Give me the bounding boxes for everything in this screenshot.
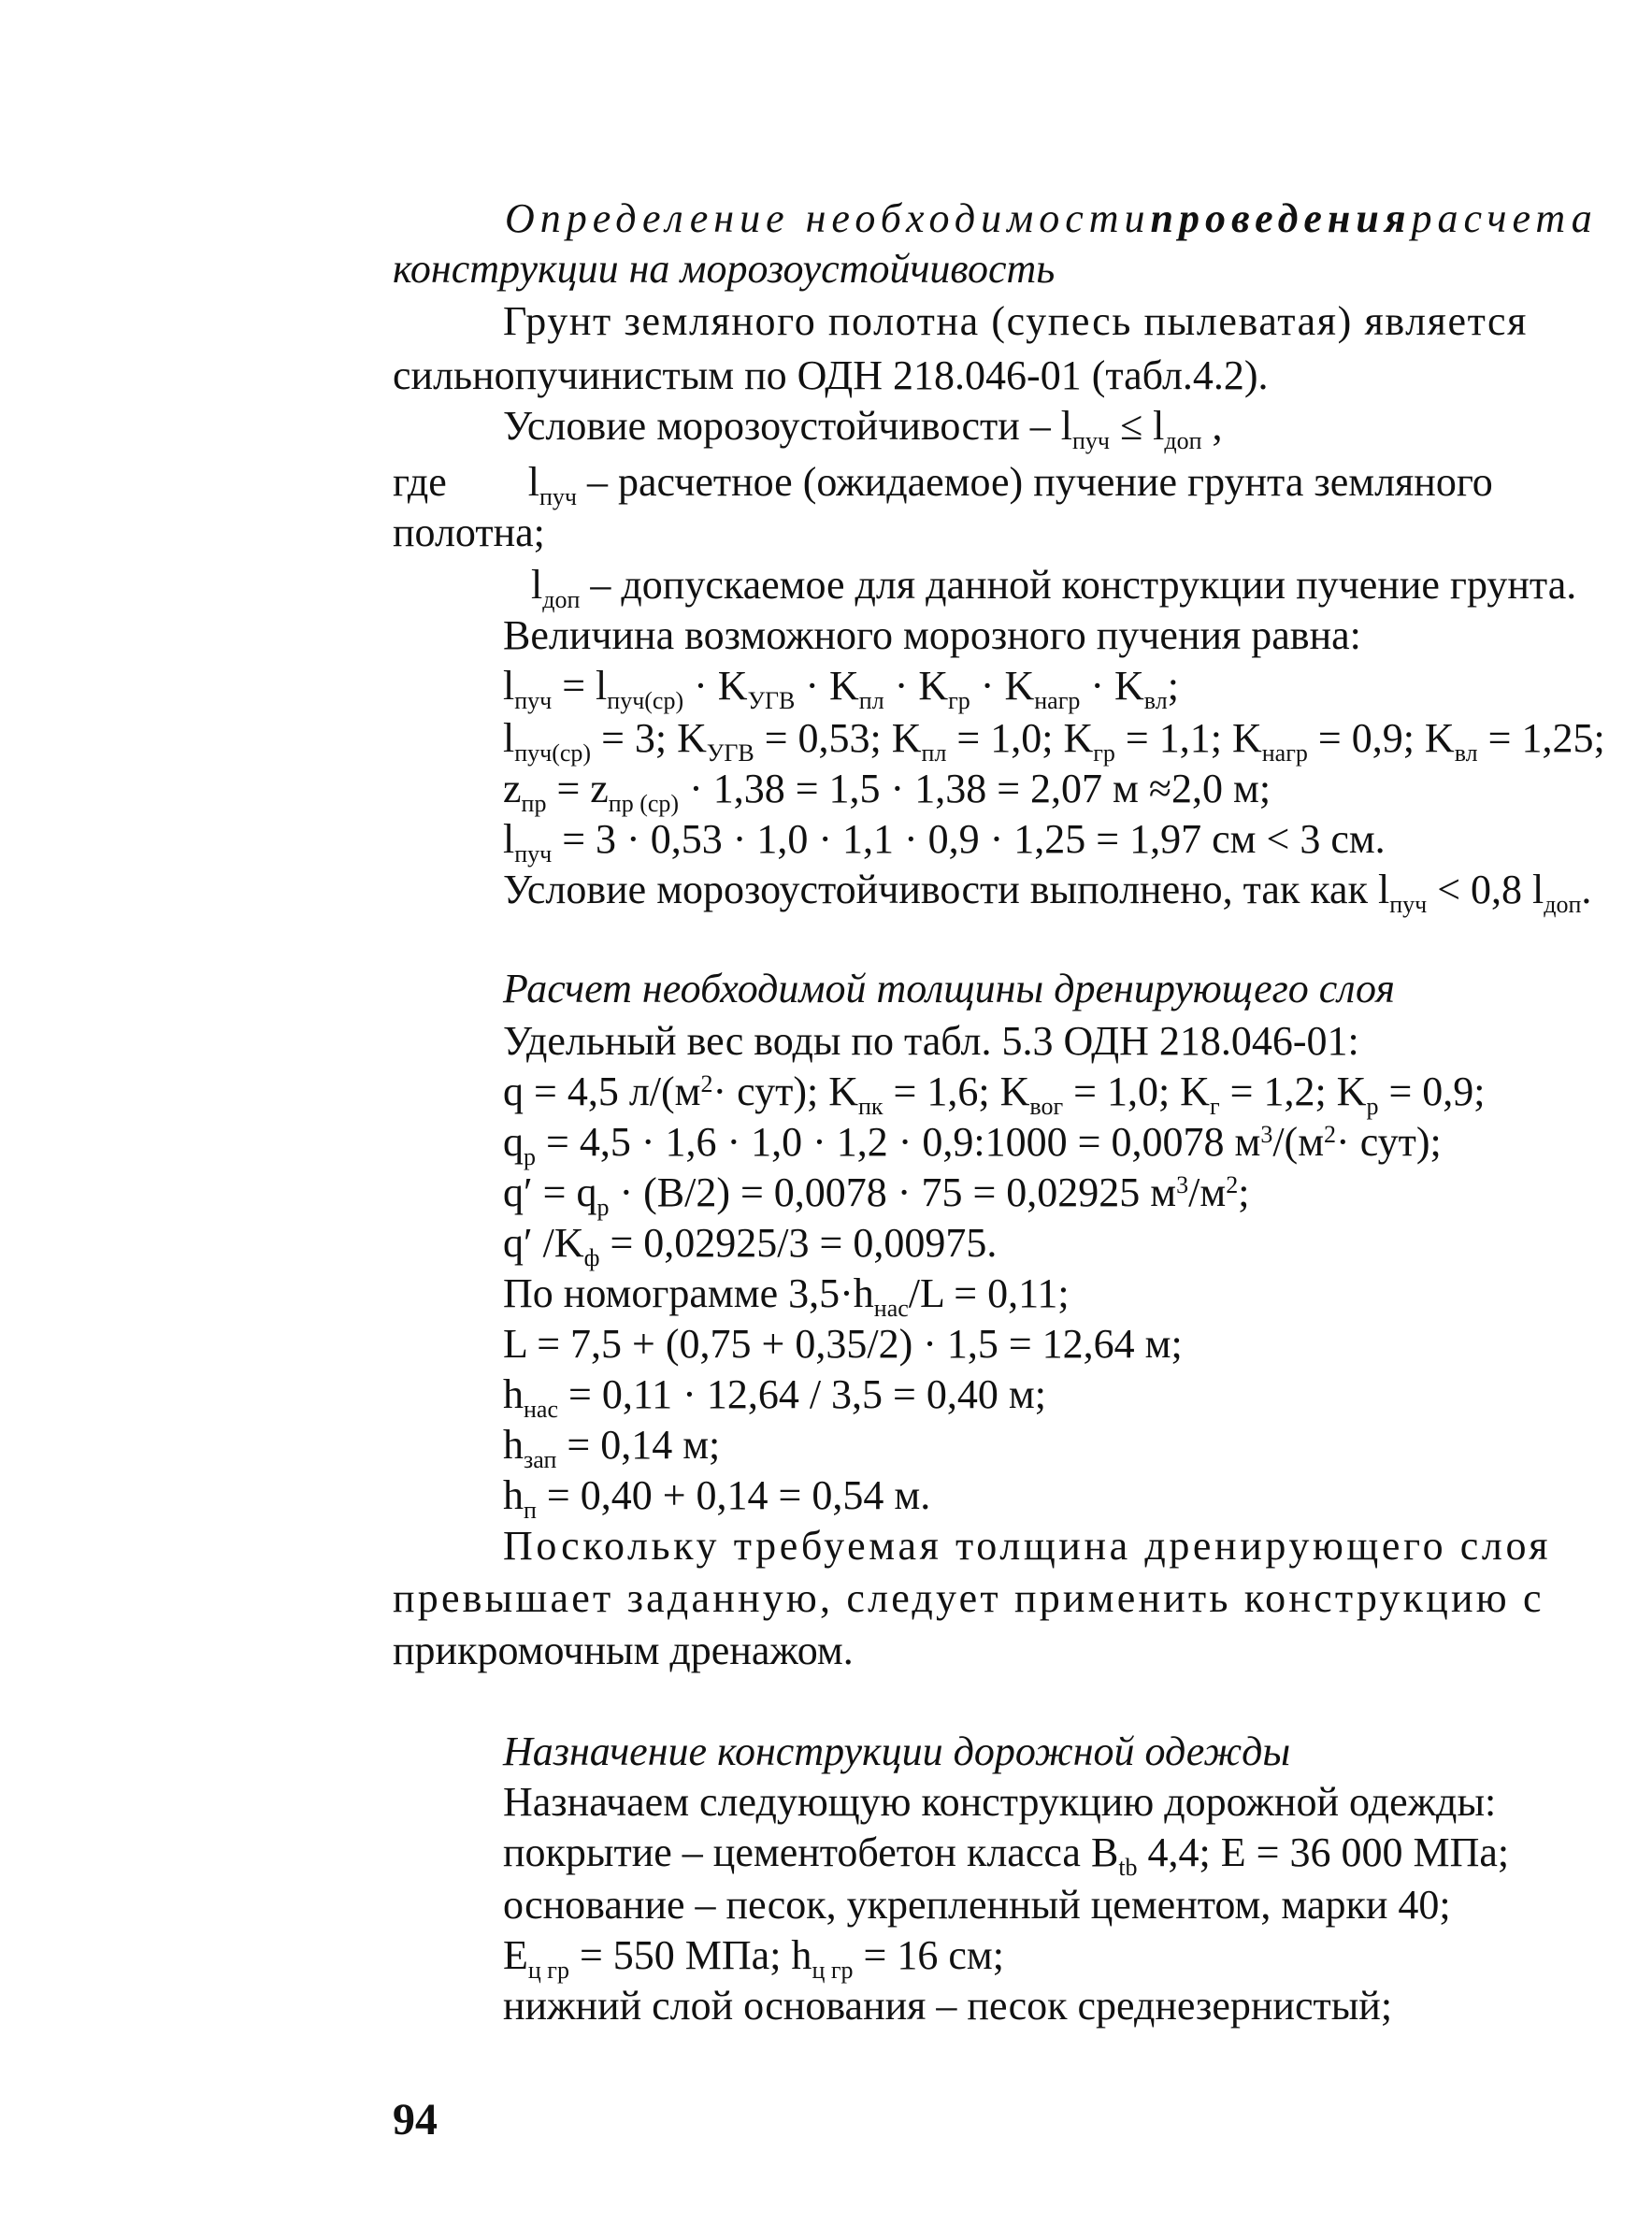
formula-q-prime: $q' = q_р \cdot (B/2) = 0,0078 \cdot 75 = 0,02925$ $м^3/м^2$;	[503, 1169, 1250, 1221]
definition-lpuch-cont: полотна;	[393, 509, 545, 555]
section-heading-pavement: Назначение конструкции дорожной одежды	[503, 1728, 1291, 1774]
section-heading-frost	[505, 195, 1598, 241]
pavement-lower-base: нижний слой основания – песок среднезернистый;	[503, 1983, 1393, 2029]
formula-coefficients: $l_{пуч(ср)} = 3$; $K_{УГВ} = 0,53$; $K_{пл} = 1,0$; $K_{гр} = 1,1$; $K_{нагр} = 0,9$; $K_{вл} = 1,25$;	[503, 715, 1605, 767]
drainage-conclusion-line2: превышает заданную, следует применить конструкцию с	[393, 1575, 1544, 1621]
pavement-coating-text: покрытие – цементобетон класса B	[503, 1829, 1119, 1875]
section-heading-frost-line2: конструкции на морозоустойчивость	[393, 246, 1056, 292]
formula-hnas: $h_{нас} = 0,11 \cdot 12,64 / 3,5 = 0,40$ м;	[503, 1371, 1046, 1423]
formula-qp: $q_р = 4,5 \cdot 1,6 \cdot 1,0 \cdot 1,2$ · 0,9:1000 = 0,0078 $м^3/(м^2\cdot сут)$;	[503, 1119, 1442, 1170]
formula-hp: $h_п = 0,40 + 0,14 = 0,54$ м.	[503, 1472, 931, 1524]
frost-condition: Условие морозоустойчивости – $l_{пуч} \le l_{доп}$ ,	[503, 403, 1223, 454]
page-number: 94	[393, 2095, 438, 2144]
where-word: где	[393, 459, 447, 505]
drainage-conclusion-line3: прикромочным дренажом.	[393, 1628, 854, 1673]
formula-zpr: $z_{пр} = z_{пр (ср)} \cdot 1,38 = 1,5 \cdot 1,38 = 2,07$ м ≈2,0 м;	[503, 766, 1271, 817]
pavement-coating-value: 4,4; E = 36 000 МПа;	[1147, 1829, 1510, 1875]
pavement-base: основание – песок, укрепленный цементом, марки 40;	[503, 1882, 1451, 1928]
frost-condition-text: Условие морозоустойчивости –	[503, 403, 1051, 449]
section-heading-drainage: Расчет необходимой толщины дренирующего слоя	[503, 966, 1395, 1011]
magnitude-intro: Величина возможного морозного пучения равна:	[503, 612, 1361, 658]
drainage-intro: Удельный вес воды по табл. 5.3 ОДН 218.046-01:	[503, 1018, 1359, 1064]
drainage-conclusion-line1: Поскольку требуемая толщина дренирующего слоя	[503, 1523, 1552, 1569]
heading-part: Определение необходимости	[505, 195, 1151, 241]
definition-lpuch-text: – расчетное (ожидаемое) пучение грунта земляного	[587, 459, 1493, 505]
formula-q: q = 4,5 $л/(м^2\cdot сут)$; $K_{пк} = 1,6$; $K_{вог} = 1,0$; $K_г = 1,2$; $K_р = 0,9$;	[503, 1068, 1486, 1120]
definition-lpuch: где $l_{пуч}$ – расчетное (ожидаемое) пучение грунта земляного	[393, 459, 1493, 510]
definition-ldop-text: – допускаемое для данной конструкции пучение грунта.	[590, 562, 1577, 608]
pavement-base-params: $E_{ц гр} = 550$ МПа; $h_{ц гр} = 16$ см;	[503, 1932, 1004, 1984]
nomogram-text: По номограмме	[503, 1270, 779, 1316]
pavement-coating: покрытие – цементобетон класса $B_{tb}$ 4,4; E = 36 000 МПа;	[503, 1829, 1510, 1881]
paragraph-soil-line1: Грунт земляного полотна (супесь пылеватая) является	[503, 298, 1528, 344]
formula-lpuch: $l_{пуч} = l_{пуч(ср)} \cdot K_{УГВ} \cdot K_{пл} \cdot K_{гр} \cdot K_{нагр} \cdot K_{вл}$;	[503, 663, 1179, 714]
definition-ldop: $l_{доп}$ – допускаемое для данной конструкции пучение грунта.	[531, 562, 1577, 613]
formula-lpuch-value: $l_{пуч} = 3 \cdot 0,53 \cdot 1,0 \cdot 1,1 \cdot 0,9 \cdot 1,25 = 1,97$ см < 3 см.	[503, 816, 1386, 868]
pavement-intro: Назначаем следующую конструкцию дорожной одежды:	[503, 1779, 1497, 1825]
formula-q-kf: q′ $/K_ф = 0,02925/3 = 0,00975$.	[503, 1220, 998, 1271]
formula-L: L = 7,5 + (0,75 + 0,35/2) · 1,5 = 12,64 м;	[503, 1321, 1183, 1367]
heading-part-bold: проведения	[1150, 195, 1412, 241]
formula-hzap: $h_{зап} = 0,14$ м;	[503, 1422, 721, 1473]
formula-nomogram: По номограмме $3,5\cdot h_{нас}/L = 0,11$;	[503, 1270, 1070, 1322]
heading-part: расчета	[1411, 195, 1598, 241]
frost-conclusion-text: Условие морозоустойчивости выполнено, так как	[503, 867, 1368, 912]
paragraph-soil-line2: сильнопучинистым по ОДН 218.046-01 (табл.4.2).	[393, 352, 1269, 398]
frost-conclusion: Условие морозоустойчивости выполнено, так как $l_{пуч} < 0,8$ $l_{доп}$.	[503, 867, 1592, 918]
